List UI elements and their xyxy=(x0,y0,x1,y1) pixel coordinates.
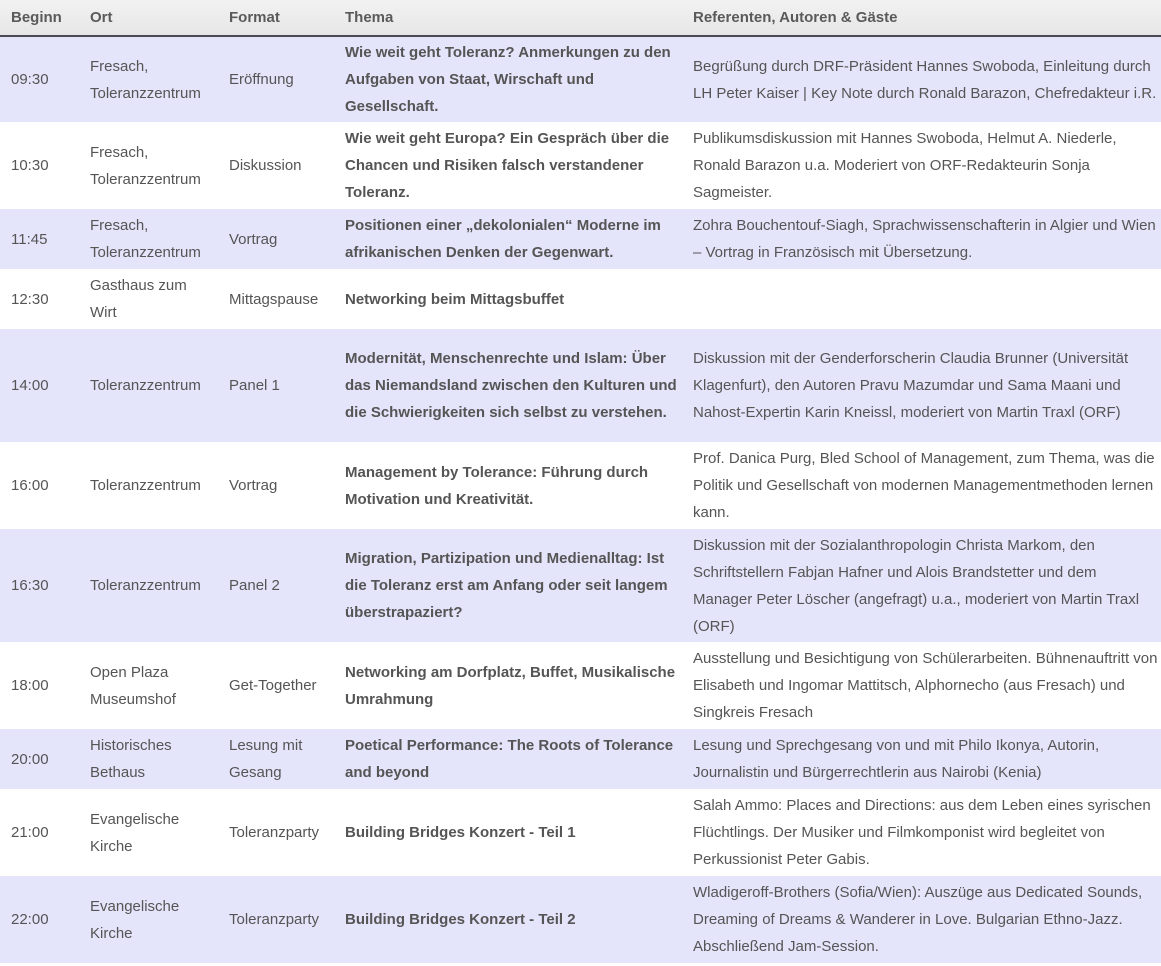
cell-ort: Fresach, Toleranzzentrum xyxy=(90,217,201,261)
cell-ort: Fresach, Toleranzzentrum xyxy=(90,143,201,188)
cell-begin: 12:30 xyxy=(11,290,49,308)
table-row xyxy=(0,442,1161,529)
cell-thema: Networking beim Mittagsbuffet xyxy=(345,290,565,308)
cell-ref: Salah Ammo: Places and Directions: aus dem Leben eines syrischen Flüchtlings. Der Musiker und Filmkomponist wird begleitet von Perkussionist Peter Gabis. xyxy=(693,797,1151,868)
table-row xyxy=(0,529,1161,642)
cell-ref: Zohra Bouchentouf-Siagh, Sprachwissenschafterin in Algier und Wien – Vortrag in Französisch mit Übersetzung. xyxy=(693,217,1156,261)
cell-thema: Positionen einer „dekolonialen“ Moderne im afrikanischen Denken der Gegenwart. xyxy=(345,217,661,261)
cell-ort: Toleranzzentrum xyxy=(90,377,201,394)
table-body xyxy=(0,36,1161,963)
cell-ort: Evangelische Kirche xyxy=(90,897,180,942)
header-thema: Thema xyxy=(334,0,682,36)
cell-thema: Building Bridges Konzert - Teil 2 xyxy=(345,911,576,928)
cell-format: Panel 2 xyxy=(229,577,280,594)
cell-begin: 20:00 xyxy=(11,750,49,768)
header-ref: Referenten, Autoren & Gäste xyxy=(682,0,1161,36)
cell-begin: 14:00 xyxy=(11,377,49,394)
cell-begin: 21:00 xyxy=(11,824,49,841)
cell-begin: 22:00 xyxy=(11,911,49,928)
cell-format: Vortrag xyxy=(229,230,278,248)
cell-ort: Toleranzzentrum xyxy=(90,577,201,594)
header-format: Format xyxy=(218,0,334,36)
table-row xyxy=(0,729,1161,789)
cell-thema: Management by Tolerance: Führung durch Motivation und Kreativität. xyxy=(345,463,649,508)
cell-ref xyxy=(682,269,1161,329)
cell-ref: Diskussion mit der Sozialanthropologin Christa Markom, den Schriftstellern Fabjan Hafner und Alois Brandstetter und dem Manager Peter Löscher (angefragt) u.a., moderiert von Martin Traxl (ORF) xyxy=(693,536,1140,635)
cell-begin: 16:30 xyxy=(11,577,49,594)
cell-ort: Toleranzzentrum xyxy=(90,477,201,494)
cell-thema: Modernität, Menschenrechte und Islam: Über das Niemandsland zwischen den Kulturen und die Schwierigkeiten sich selbst zu verstehen. xyxy=(345,350,677,421)
cell-format: Toleranzparty xyxy=(229,824,320,841)
header-row xyxy=(0,0,1161,36)
table-row xyxy=(0,789,1161,876)
cell-format: Diskussion xyxy=(229,157,302,174)
cell-ort: Fresach, Toleranzzentrum xyxy=(90,57,201,102)
cell-format: Vortrag xyxy=(229,477,278,494)
cell-format: Mittagspause xyxy=(229,290,319,308)
cell-thema: Migration, Partizipation und Medienalltag: Ist die Toleranz erst am Anfang oder seit langem überstrapaziert? xyxy=(345,550,668,621)
cell-thema: Wie weit geht Europa? Ein Gespräch über die Chancen und Risiken falsch verstandener Toleranz. xyxy=(345,130,670,201)
cell-format: Toleranzparty xyxy=(229,911,320,928)
cell-ref: Begrüßung durch DRF-Präsident Hannes Swoboda, Einleitung durch LH Peter Kaiser | Key Note durch Ronald Barazon, Chefredakteur i.R. xyxy=(693,57,1157,102)
table-row xyxy=(0,876,1161,963)
cell-thema: Poetical Performance: The Roots of Tolerance and beyond xyxy=(345,737,674,781)
cell-begin: 11:45 xyxy=(11,230,48,248)
cell-format: Get-Together xyxy=(229,677,317,694)
header-ort: Ort xyxy=(79,0,218,36)
cell-thema: Wie weit geht Toleranz? Anmerkungen zu den Aufgaben von Staat, Wirschaft und Gesellschaft. xyxy=(345,44,671,115)
cell-ref: Publikumsdiskussion mit Hannes Swoboda, Helmut A. Niederle, Ronald Barazon u.a. Moderiert von ORF-Redakteurin Sonja Sagmeister. xyxy=(693,130,1117,201)
cell-thema: Building Bridges Konzert - Teil 1 xyxy=(345,824,576,841)
table-row xyxy=(0,122,1161,209)
cell-ort: Open Plaza Museumshof xyxy=(90,663,176,708)
cell-format: Panel 1 xyxy=(229,377,280,394)
table-row xyxy=(0,269,1161,329)
table-row xyxy=(0,209,1161,269)
table-row xyxy=(0,642,1161,729)
table-row xyxy=(0,329,1161,442)
cell-begin: 18:00 xyxy=(11,677,49,694)
table-row xyxy=(0,36,1161,122)
cell-ref: Prof. Danica Purg, Bled School of Management, zum Thema, was die Politik und Gesellschaft von modernen Managementmethoden lernen kann. xyxy=(693,450,1155,521)
cell-ort: Gasthaus zum Wirt xyxy=(90,277,187,321)
cell-ref: Ausstellung und Besichtigung von Schülerarbeiten. Bühnenauftritt von Elisabeth und Ingomar Mattitsch, Alphornecho (aus Fresach) und Singkreis Fresach xyxy=(693,650,1158,721)
cell-ort: Historisches Bethaus xyxy=(90,737,172,781)
cell-begin: 10:30 xyxy=(11,157,49,174)
cell-format: Eröffnung xyxy=(229,71,294,88)
cell-format: Lesung mit Gesang xyxy=(229,737,303,781)
cell-ref: Diskussion mit der Genderforscherin Claudia Brunner (Universität Klagenfurt), den Autoren Pravu Mazumdar und Sama Maani und Nahost-Expertin Karin Kneissl, moderiert von Martin Traxl (ORF) xyxy=(693,350,1129,421)
cell-ref: Lesung und Sprechgesang von und mit Philo Ikonya, Autorin, Journalistin und Bürgerrechtlerin aus Nairobi (Kenia) xyxy=(693,737,1100,781)
cell-begin: 16:00 xyxy=(11,477,49,494)
table-header xyxy=(0,0,1161,36)
cell-thema: Networking am Dorfplatz, Buffet, Musikalische Umrahmung xyxy=(345,663,676,708)
header-begin: Beginn xyxy=(0,0,79,36)
cell-ort: Evangelische Kirche xyxy=(90,810,180,855)
cell-ref: Wladigeroff-Brothers (Sofia/Wien): Auszüge aus Dedicated Sounds, Dreaming of Dreams & Wanderer in Love. Bulgarian Ethno-Jazz. Abschließend Jam-Session. xyxy=(693,884,1143,955)
cell-begin: 09:30 xyxy=(11,71,49,88)
